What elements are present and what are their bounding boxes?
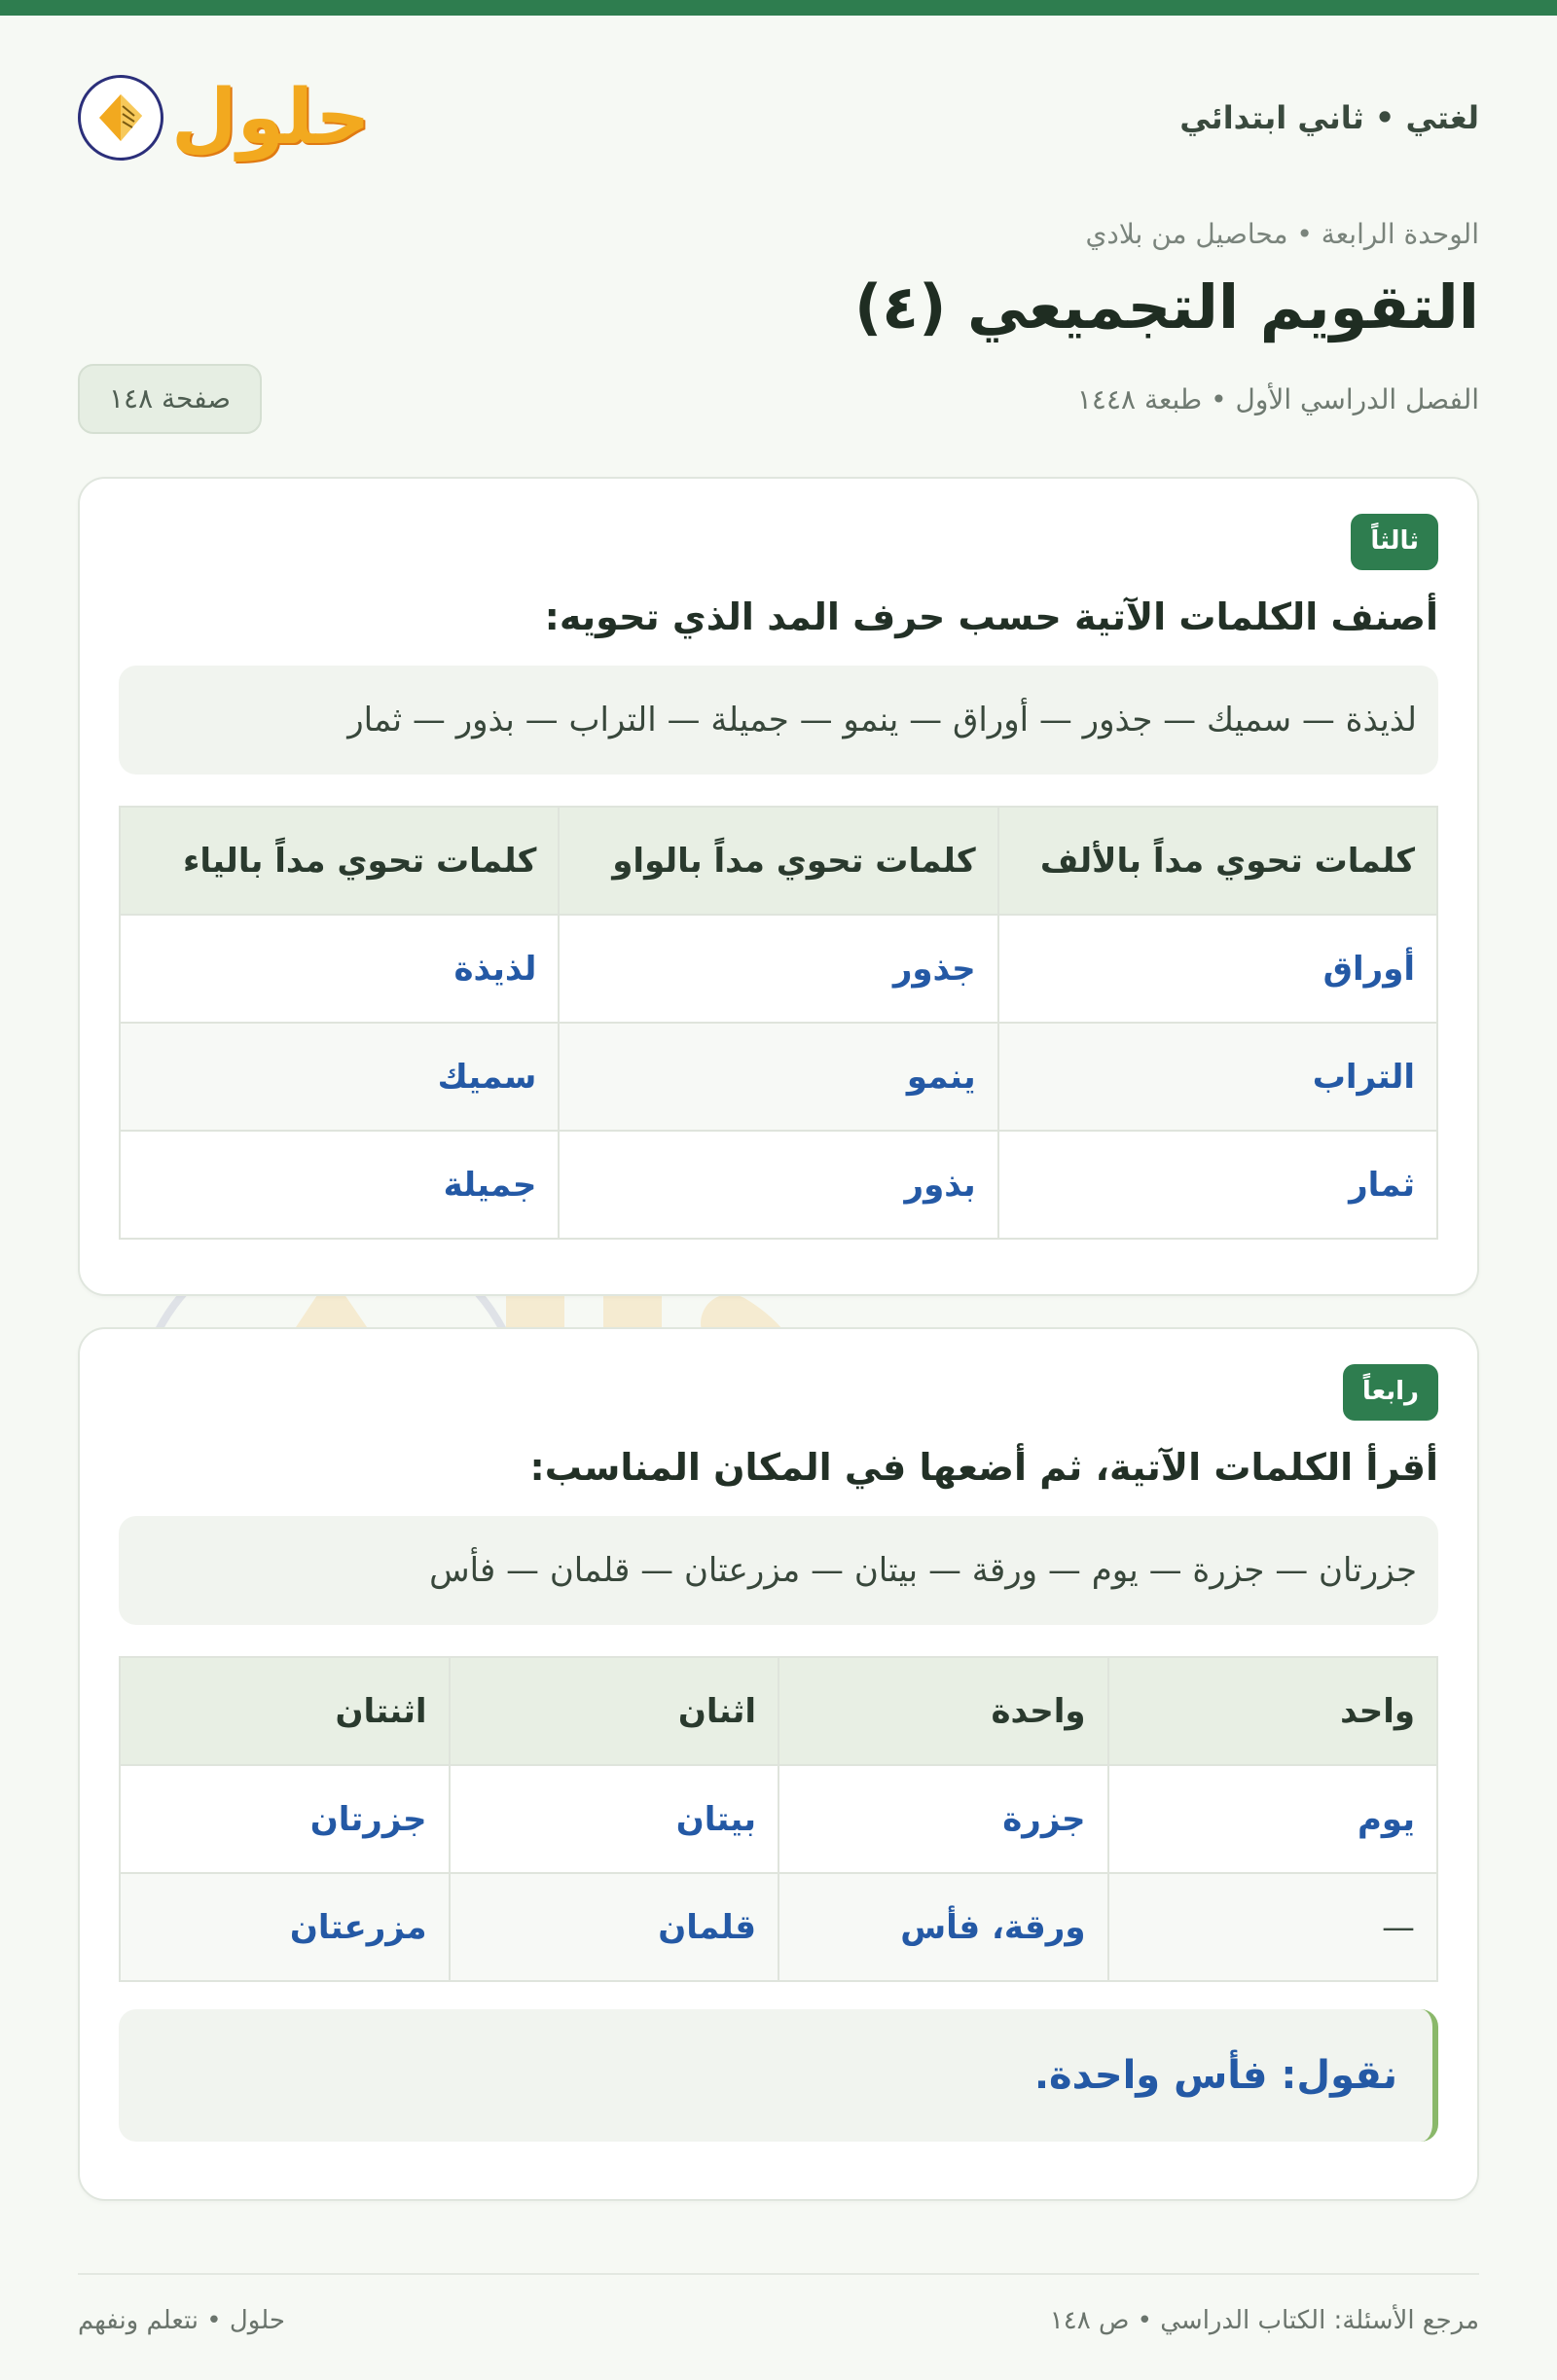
table-row — [120, 915, 1437, 1023]
column-header: كلمات تحوي مداً بالألف — [998, 807, 1437, 915]
table-cell: بيتان — [450, 1765, 779, 1873]
table-row — [120, 1765, 1437, 1873]
table-cell: التراب — [998, 1023, 1437, 1131]
table-cell: لذيذة — [120, 915, 559, 1023]
table-row — [120, 1873, 1437, 1981]
exercise-card-3 — [78, 477, 1479, 1296]
column-header: اثنان — [450, 1657, 779, 1765]
brand-name: حلول — [171, 74, 371, 162]
table-row — [120, 1131, 1437, 1239]
section-tag: ثالثاً — [1351, 514, 1438, 570]
table-cell: أوراق — [998, 915, 1437, 1023]
footer-slogan: حلول • نتعلم ونفهم — [78, 2306, 285, 2335]
table-cell: ثمار — [998, 1131, 1437, 1239]
page-title: التقويم التجميعي (٤) — [853, 271, 1479, 343]
table-cell: بذور — [559, 1131, 997, 1239]
table-cell: جميلة — [120, 1131, 559, 1239]
table-cell: سميك — [120, 1023, 559, 1131]
column-header: اثنتان — [120, 1657, 450, 1765]
breadcrumb: الوحدة الرابعة • محاصيل من بلادي — [1085, 218, 1479, 250]
course-title: لغتي • ثاني ابتدائي — [1179, 99, 1479, 136]
question-title: أقرأ الكلمات الآتية، ثم أضعها في المكان المناسب: — [529, 1446, 1438, 1489]
table-cell: ينمو — [559, 1023, 997, 1131]
exercise-card-4 — [78, 1327, 1479, 2201]
section-tag: رابعاً — [1343, 1364, 1438, 1421]
table-row — [120, 1023, 1437, 1131]
column-header: واحدة — [778, 1657, 1108, 1765]
table-cell: يوم — [1108, 1765, 1438, 1873]
column-header: واحد — [1108, 1657, 1438, 1765]
table-cell: ورقة، فأس — [778, 1873, 1108, 1981]
book-icon — [78, 75, 163, 161]
classification-table — [119, 806, 1438, 1240]
top-accent-bar — [0, 0, 1557, 16]
table-cell: قلمان — [450, 1873, 779, 1981]
footer-reference: مرجع الأسئلة: الكتاب الدراسي • ص ١٤٨ — [1049, 2306, 1479, 2335]
word-bank: جزرتان — جزرة — يوم — ورقة — بيتان — مزرعتان — قلمان — فأس — [119, 1516, 1438, 1625]
term-edition: الفصل الدراسي الأول • طبعة ١٤٤٨ — [1076, 382, 1479, 415]
table-cell: مزرعتان — [120, 1873, 450, 1981]
table-cell: جذور — [559, 915, 997, 1023]
column-header: كلمات تحوي مداً بالواو — [559, 807, 997, 915]
table-cell: جزرة — [778, 1765, 1108, 1873]
site-footer — [78, 2273, 1479, 2335]
table-cell: — — [1108, 1873, 1438, 1981]
page-number-badge: صفحة ١٤٨ — [78, 364, 262, 434]
table-cell: جزرتان — [120, 1765, 450, 1873]
answer-note: نقول: فأس واحدة. — [119, 2009, 1438, 2142]
brand-logo[interactable] — [78, 75, 371, 161]
site-header — [78, 16, 1479, 220]
count-table — [119, 1656, 1438, 1982]
question-title: أصنف الكلمات الآتية حسب حرف المد الذي تحويه: — [544, 595, 1438, 638]
word-bank: لذيذة — سميك — جذور — أوراق — ينمو — جميلة — التراب — بذور — ثمار — [119, 666, 1438, 775]
column-header: كلمات تحوي مداً بالياء — [120, 807, 559, 915]
